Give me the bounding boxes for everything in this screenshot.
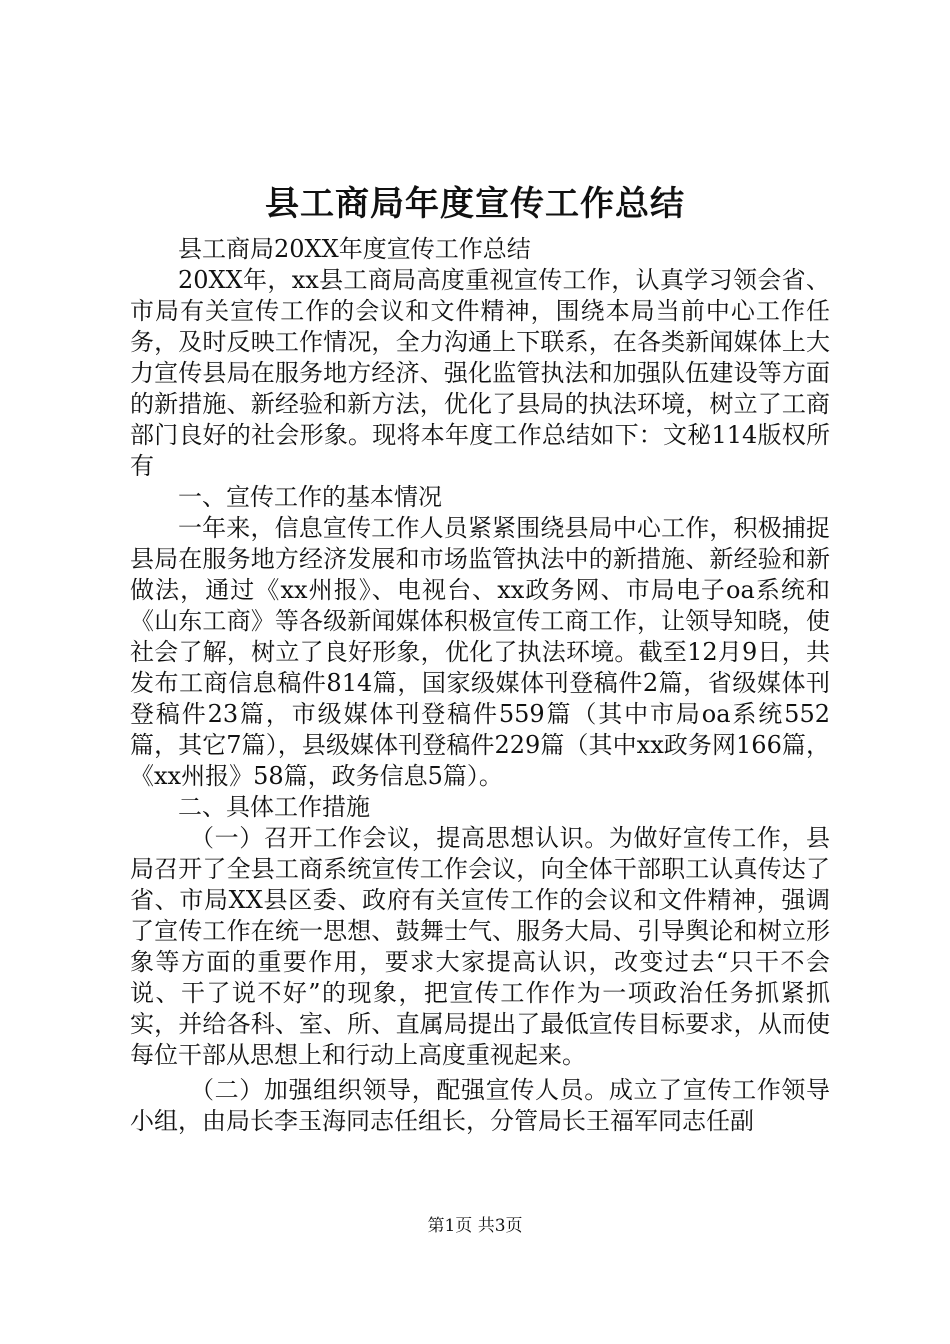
paragraph-section-1: 一年来，信息宣传工作人员紧紧围绕县局中心工作，积极捕捉县局在服务地方经济发展和市场监管执法中的新措施、新经验和新做法，通过《xx州报》、电视台、xx政务网、市局电子oa系统和《山东工商》等各级新闻媒体积极宣传工商工作，让领导知晓，使社会了解，树立了良好形象，优化了执法环境。截至12月9日，共发布工商信息稿件814篇，国家级媒体刊登稿件2篇，省级媒体刊登稿件23篇，市级媒体刊登稿件559篇（其中市局oa系统552篇，其它7篇），县级媒体刊登稿件229篇（其中xx政务网166篇，《xx州报》58篇，政务信息5篇）。 xyxy=(130,514,830,790)
document-body xyxy=(130,234,830,1137)
paragraph-intro: 20XX年，xx县工商局高度重视宣传工作，认真学习领会省、市局有关宣传工作的会议和文件精神，围绕本局当前中心工作任务，及时反映工作情况，全力沟通上下联系，在各类新闻媒体上大力宣传县局在服务地方经济、强化监管执法和加强队伍建设等方面的新措施、新经验和新方法，优化了县局的执法环境，树立了工商部门良好的社会形象。现将本年度工作总结如下：文秘114版权所有 xyxy=(130,266,830,480)
paragraph-measure-1: （一）召开工作会议，提高思想认识。为做好宣传工作，县局召开了全县工商系统宣传工作会议，向全体干部职工认真传达了省、市局XX县区委、政府有关宣传工作的会议和文件精神，强调了宣传工作在统一思想、鼓舞士气、服务大局、引导舆论和树立形象等方面的重要作用，要求大家提高认识，改变过去“只干不会说、干了说不好”的现象，把宣传工作作为一项政治任务抓紧抓实，并给各科、室、所、直属局提出了最低宣传目标要求，从而使每位干部从思想上和行动上高度重视起来。 xyxy=(130,824,830,1069)
page-footer: 第1页 共3页 xyxy=(427,1216,523,1236)
section-heading-2: 二、具体工作措施 xyxy=(178,793,370,821)
document-title: 县工商局年度宣传工作总结 xyxy=(265,184,685,224)
section-heading-1: 一、宣传工作的基本情况 xyxy=(178,483,442,511)
paragraph-measure-2: （二）加强组织领导，配强宣传人员。成立了宣传工作领导小组，由局长李玉海同志任组长，分管局长王福军同志任副 xyxy=(130,1076,830,1135)
paragraph-subtitle: 县工商局20XX年度宣传工作总结 xyxy=(178,235,531,263)
